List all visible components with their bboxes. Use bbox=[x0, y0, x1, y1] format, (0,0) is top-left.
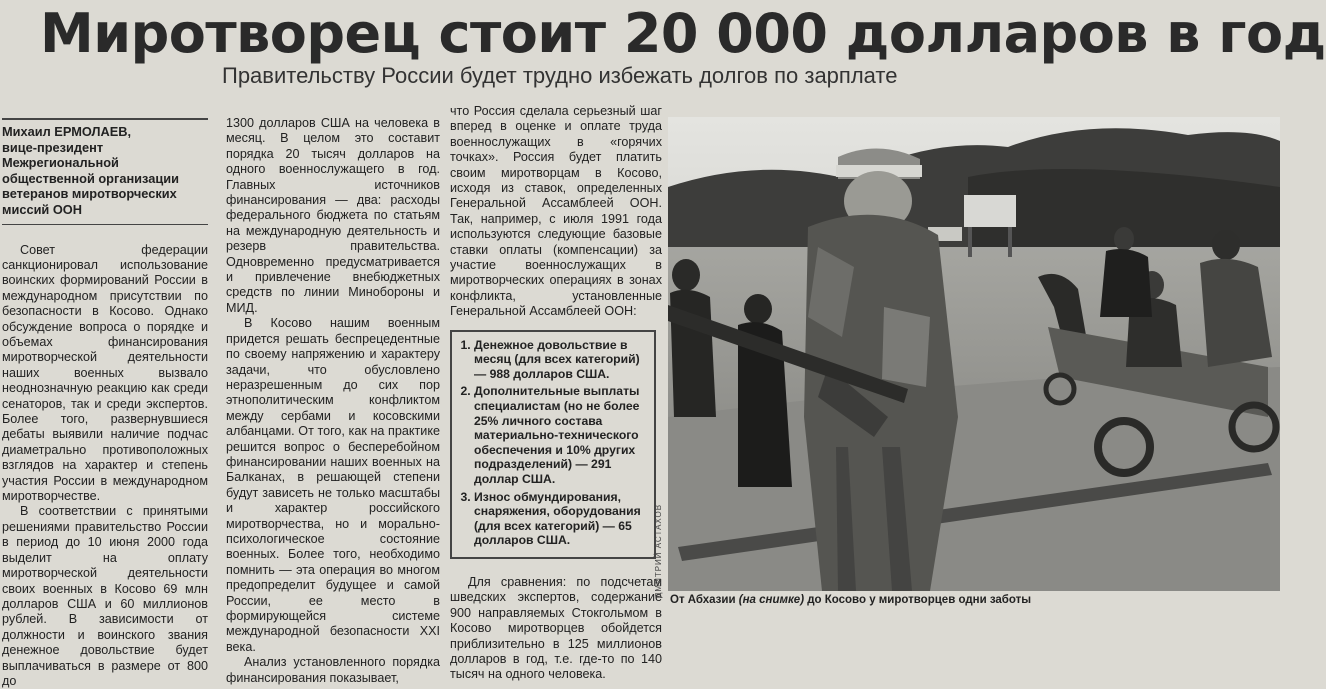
paragraph: 1300 долларов США на человека в месяц. В целом это составит порядка 20 тысяч долларов на одного военнослужащего в год. Главных источников финансирования — два: расходы федерального бюджета по статьям на международную деятельность и резерв правительства. Одновременно предусматривается и привлечение внебюджетных средств по линии Минобороны и МИД. bbox=[226, 116, 440, 315]
author-block bbox=[2, 118, 208, 225]
paragraph: Для сравнения: по подсчетам шведских экспертов, содержание 900 направляемых Стокгольмом в Косово миротворцев обойдется приблизительно в 125 миллионов долларов в год, т.е. где-то по 140 тысяч на одного человека. bbox=[450, 575, 662, 682]
paragraph: В соответствии с принятыми решениями правительство России в период до 10 июня 2000 года выделит на оплату миротворческой деятельности своих военных в Косово 69 млн долларов США и 60 миллионов рублей. В зависимости от должности и воинского звания денежное довольствие будет выплачиваться в размере от 800 до bbox=[2, 504, 208, 688]
article-column-3 bbox=[450, 104, 662, 682]
photo-credit: ДМИТРИЙ АСТАХОВ bbox=[654, 503, 663, 598]
paragraph: что Россия сделала серьезный шаг вперед в оценке и оплате труда военнослужащих в «горячих точках». Россия будет платить своим миротворцам в Косово, исходя из ставок, определенных Генеральной Ассамблеей ООН. Так, например, с июля 1991 года используются следующие базовые ставки оплаты (компенсации) за участие военнослужащих в миротворческих операциях в зонах конфликта, установленные Генеральной Ассамблеей ООН: bbox=[450, 104, 662, 319]
photo-illustration bbox=[668, 117, 1280, 591]
caption-italic: (на снимке) bbox=[738, 594, 805, 606]
paragraph: Совет федерации санкционировал использование воинских формирований России в международном присутствии по безопасности в Косово. Однако обсуждение вопроса о порядке и объемах финансирования миротворческой деятельности наших военных вызвало неоднозначную реакцию как среди сенаторов, так и среди экспертов. Более того, развернувшиеся дебаты выявили наличие подчас диаметрально противоположных взглядов на характер и степень участия России в международном миротворчестве. bbox=[2, 242, 208, 504]
author-title: вице-президент Межрегиональной общественной организации ветеранов миротворческих миссий ООН bbox=[2, 139, 179, 217]
article-column-1 bbox=[2, 118, 208, 688]
photo-caption bbox=[670, 594, 1031, 606]
paragraph: В Косово нашим военным придется решать беспрецедентные по своему напряжению и характеру задачи, что обусловлено неразрешенным до сих пор этнополитическим конфликтом между сербами и косовскими албанцами. От того, как на практике решится вопрос о бесперебойном финансировании наших военных на Балканах, в решающей степени будут зависеть не только масштабы и характер российского миротворчества, но и морально-психологическое состояние военных. Более того, необходимо помнить — эта операция во многом предопределит будущее и самой России, ее место в формирующейся системе международной безопасности XXI века. bbox=[226, 316, 440, 654]
author-name: Михаил ЕРМОЛАЕВ, bbox=[2, 124, 132, 139]
caption-text: От Абхазии bbox=[670, 594, 739, 606]
article-column-2 bbox=[226, 116, 440, 685]
un-rates-box bbox=[450, 330, 656, 559]
caption-text: до Косово у миротворцев одни заботы bbox=[804, 594, 1032, 606]
un-rates-list bbox=[460, 338, 646, 548]
list-item: 3. Износ обмундирования, снаряжения, оборудования (для всех категорий) — 65 долларов США. bbox=[474, 490, 646, 548]
list-item: 1. Денежное довольствие в месяц (для всех категорий) — 988 долларов США. bbox=[474, 338, 646, 382]
headline: Миротворец стоит 20 000 долларов в год bbox=[40, 2, 1326, 65]
list-item: 2. Дополнительные выплаты специалистам (но не более 25% личного состава материально-технического обеспечения и 10% других подразделений) — 291 доллар США. bbox=[474, 384, 646, 486]
news-photo bbox=[668, 117, 1280, 591]
subheadline: Правительству России будет трудно избежать долгов по зарплате bbox=[222, 63, 898, 88]
paragraph: Анализ установленного порядка финансирования показывает, bbox=[226, 655, 440, 685]
